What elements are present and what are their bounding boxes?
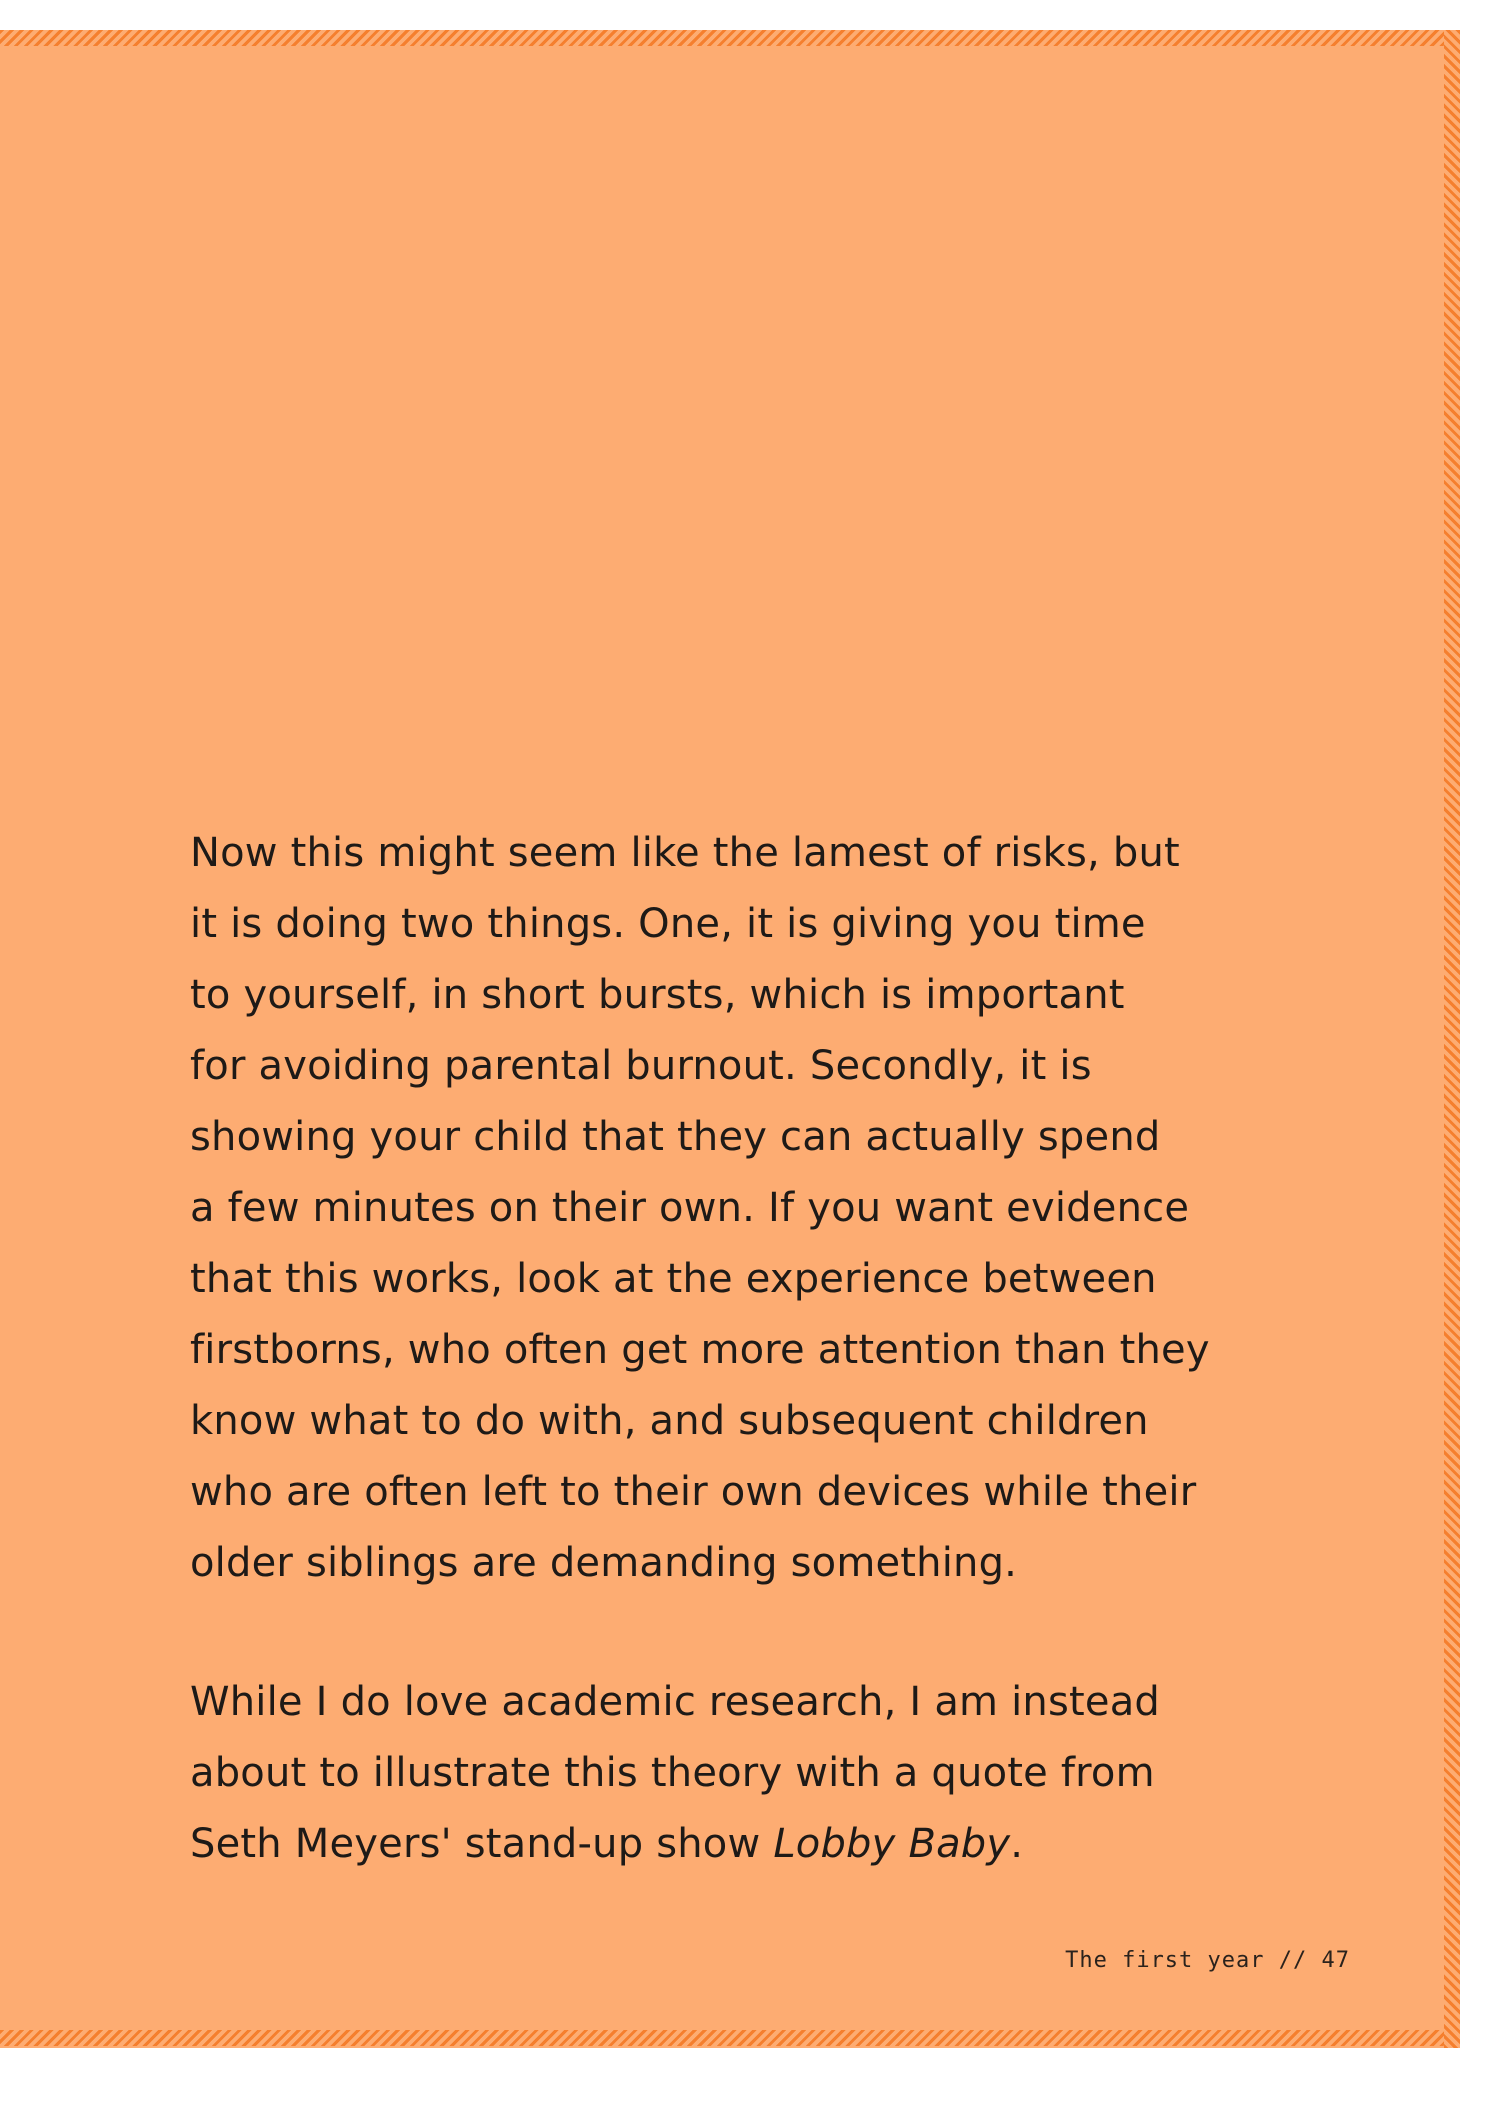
zigzag-top-border <box>0 30 1458 46</box>
show-title: Lobby Baby <box>773 1821 1011 1867</box>
paragraph-research-text: While I do love academic research, I am instead about to illustrate this theory with a quote from Seth Meyers' stand-up show <box>190 1679 1161 1867</box>
body-text <box>190 818 1320 1880</box>
paragraph-research <box>190 1667 1320 1880</box>
paragraph-risks: Now this might seem like the lamest of risks, but it is doing two things. One, it is giving you time to yourself, in short bursts, which is important for avoiding parental burnout. Secondly, it is showing your child that they can actually spend a few minutes on their own. If you want evidence that this works, look at the experience between firstborns, who often get more attention than they know what to do with, and subsequent children who are often left to their own devices while their older siblings are demanding something. <box>190 830 1210 1586</box>
page-margin <box>1460 0 1503 2108</box>
zigzag-bottom-border <box>0 2030 1458 2046</box>
paragraph-research-end: . <box>1010 1821 1024 1867</box>
zigzag-right-border <box>1444 30 1460 2048</box>
running-footer: The first year // 47 <box>1065 1948 1350 1973</box>
